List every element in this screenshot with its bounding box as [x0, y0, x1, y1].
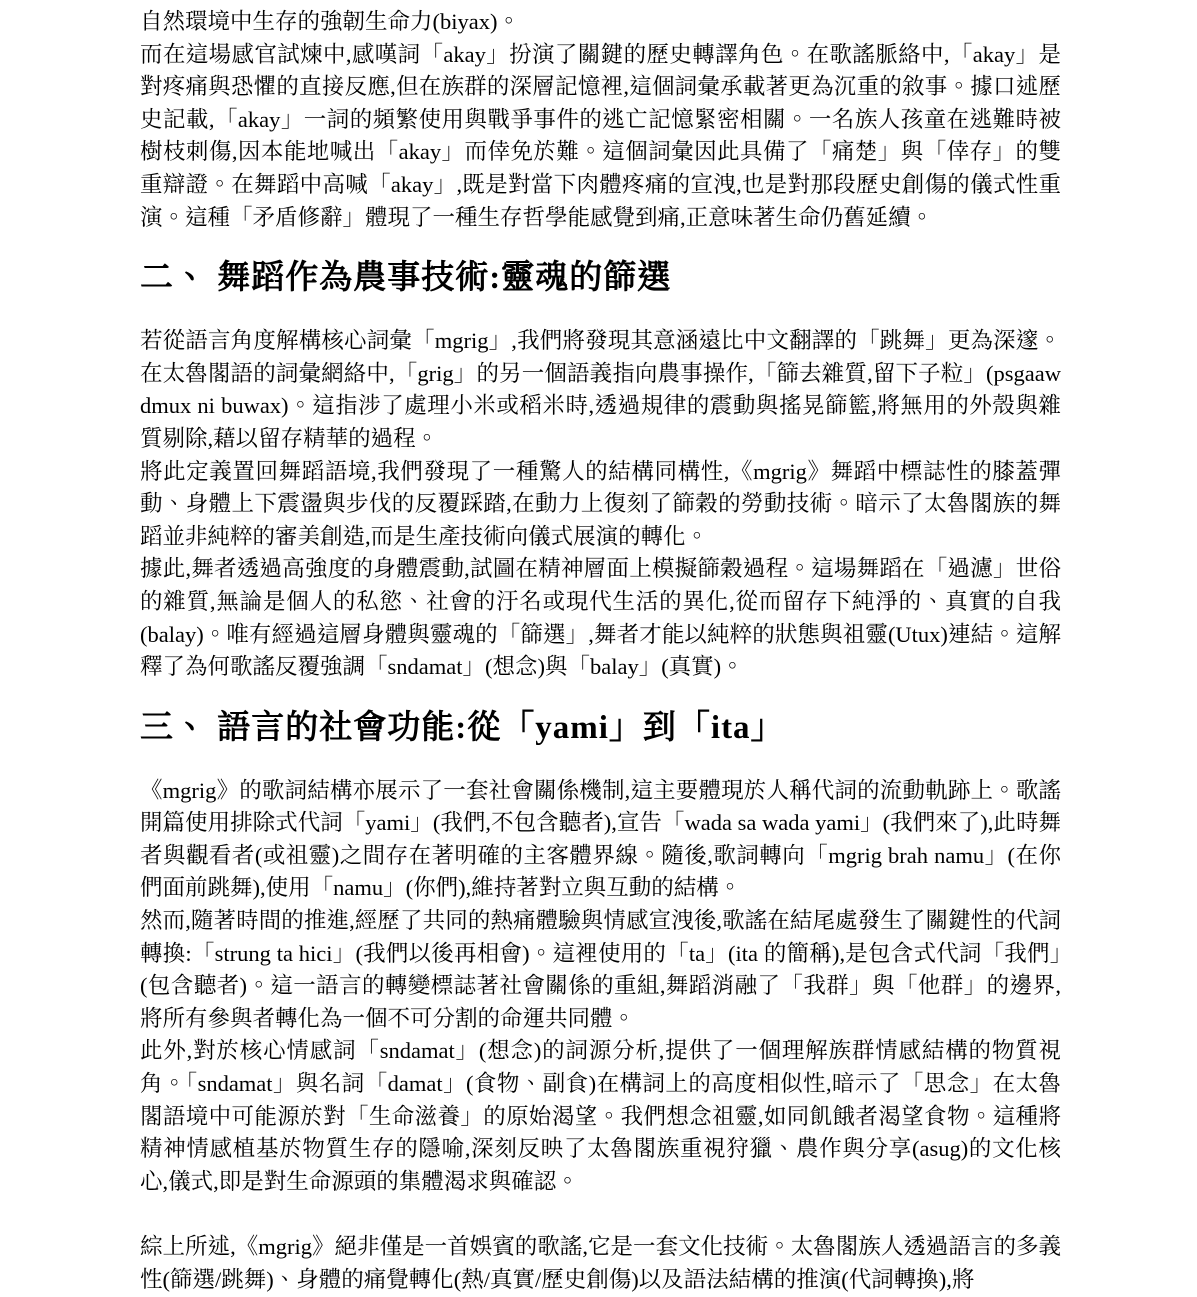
document-page: [140, 6, 1061, 1297]
paragraph-pronoun-yami: 《mgrig》的歌詞結構亦展示了一套社會關係機制,這主要體現於人稱代詞的流動軌跡上。歌謠開篇使用排除式代詞「yami」(我們,不包含聽者),宣告「wada sa wada yami」(我們來了),此時舞者與觀看者(或祖靈)之間存在著明確的主客體界線。隨後,歌詞轉向「mgrig brah namu」(在你們面前跳舞),使用「namu」(你們),維持著對立與互動的結構。: [140, 777, 1061, 901]
paragraph-akay-history: 而在這場感官試煉中,感嘆詞「akay」扮演了關鍵的歷史轉譯角色。在歌謠脈絡中,「akay」是對疼痛與恐懼的直接反應,但在族群的深層記憶裡,這個詞彙承載著更為沉重的敘事。據口述歷史記載,「akay」一詞的頻繁使用與戰爭事件的逃亡記憶緊密相關。一名族人孩童在逃難時被樹枝刺傷,因本能地喊出「akay」而倖免於難。這個詞彙因此具備了「痛楚」與「倖存」的雙重辯證。在舞蹈中高喊「akay」,既是對當下肉體疼痛的宣洩,也是對那段歷史創傷的儀式性重演。這種「矛盾修辭」體現了一種生存哲學能感覺到痛,正意味著生命仍舊延續。: [140, 41, 1061, 230]
paragraph-sndamat-etymology: 此外,對於核心情感詞「sndamat」(想念)的詞源分析,提供了一個理解族群情感結構的物質視角。「sndamat」與名詞「damat」(食物、副食)在構詞上的高度相似性,暗示了「思念」在太魯閣語境中可能源於對「生命滋養」的原始渴望。我們想念祖靈,如同飢餓者渴望食物。這種將精神情感植基於物質生存的隱喻,深刻反映了太魯閣族重視狩獵、農作與分享(asug)的文化核心,儀式,即是對生命源頭的集體渴求與確認。: [140, 1038, 1061, 1194]
section-heading-two: 二、 舞蹈作為農事技術:靈魂的篩選: [140, 260, 672, 297]
paragraph-biyax-tail: 自然環境中生存的強韌生命力(biyax)。: [140, 9, 520, 34]
paragraph-conclusion: 綜上所述,《mgrig》絕非僅是一首娛賓的歌謠,它是一套文化技術。太魯閣族人透過語言的多義性(篩選/跳舞)、身體的痛覺轉化(熱/真實/歷史創傷)以及語法結構的推演(代詞轉換),將: [140, 1234, 1061, 1292]
paragraph-mgrig-lexicon: 若從語言角度解構核心詞彙「mgrig」,我們將發現其意涵遠比中文翻譯的「跳舞」更為深邃。在太魯閣語的詞彙網絡中,「grig」的另一個語義指向農事操作,「篩去雜質,留下子粒」(psgaaw dmux ni buwax)。這指涉了處理小米或稻米時,透過規律的震動與搖晃篩籃,將無用的外殼與雜質剔除,藉以留存精華的過程。: [140, 328, 1061, 451]
paragraph-dance-structure: 將此定義置回舞蹈語境,我們發現了一種驚人的結構同構性,《mgrig》舞蹈中標誌性的膝蓋彈動、身體上下震盪與步伐的反覆踩踏,在動力上復刻了篩穀的勞動技術。暗示了太魯閣族的舞蹈並非純粹的審美創造,而是生產技術向儀式展演的轉化。: [140, 458, 1061, 549]
paragraph-spirit-sifting: 據此,舞者透過高強度的身體震動,試圖在精神層面上模擬篩穀過程。這場舞蹈在「過濾」世俗的雜質,無論是個人的私慾、社會的汙名或現代生活的異化,從而留存下純淨的、真實的自我(balay)。唯有經過這層身體與靈魂的「篩選」,舞者才能以純粹的狀態與祖靈(Utux)連結。這解釋了為何歌謠反覆強調「sndamat」(想念)與「balay」(真實)。: [140, 556, 1061, 680]
section-heading-three: 三、 語言的社會功能:從「yami」到「ita」: [140, 709, 785, 746]
paragraph-pronoun-shift: 然而,隨著時間的推進,經歷了共同的熱痛體驗與情感宣洩後,歌謠在結尾處發生了關鍵性的代詞轉換:「strung ta hici」(我們以後再相會)。這裡使用的「ta」(ita 的簡稱),是包含式代詞「我們」(包含聽者)。這一語言的轉變標誌著社會關係的重組,舞蹈消融了「我群」與「他群」的邊界,將所有參與者轉化為一個不可分割的命運共同體。: [140, 908, 1061, 1031]
